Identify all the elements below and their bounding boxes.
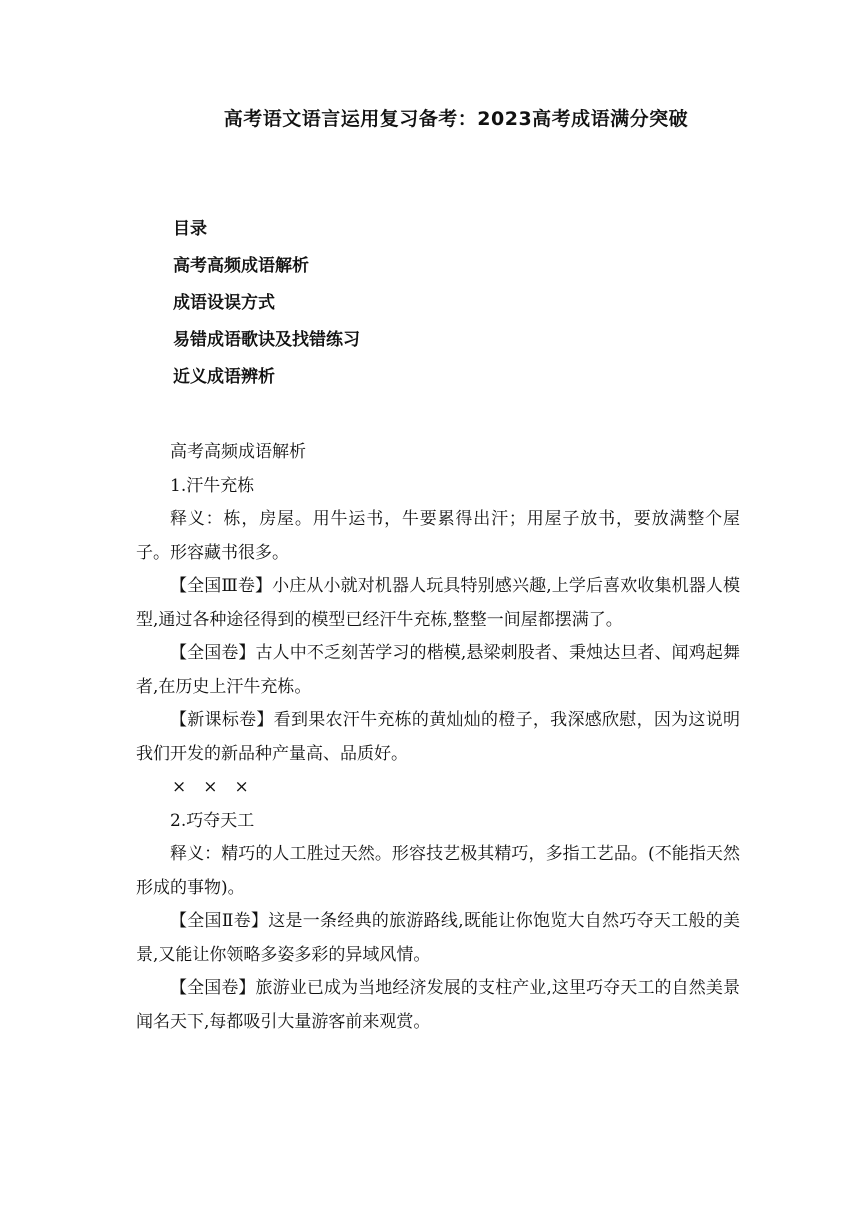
idiom-definition: 释义：精巧的人工胜过天然。形容技艺极其精巧，多指工艺品。(不能指天然形成的事物)。 (136, 844, 740, 898)
toc-item-synonym-analysis[interactable]: 近义成语辨析 (173, 367, 275, 387)
toc-item-error-types[interactable]: 成语设误方式 (173, 293, 275, 313)
exam-example: 【全国Ⅲ卷】小庄从小就对机器人玩具特别感兴趣,上学后喜欢收集机器人模型,通过各种途径得到的模型已经汗牛充栋,整整一间屋都摆满了。 (136, 576, 740, 630)
document-title: 高考语文语言运用复习备考：2023高考成语满分突破 (223, 108, 689, 130)
idiom-definition: 释义：栋，房屋。用牛运书，牛要累得出汗；用屋子放书，要放满整个屋子。形容藏书很多。 (136, 509, 740, 563)
idiom-heading: 1.汗牛充栋 (170, 475, 255, 496)
idiom-heading: 2.巧夺天工 (170, 810, 255, 831)
toc-item-high-frequency-idioms[interactable]: 高考高频成语解析 (173, 256, 309, 276)
table-of-contents (173, 216, 360, 401)
exam-example: 【新课标卷】看到果农汗牛充栋的黄灿灿的橙子，我深感欣慰，因为这说明我们开发的新品种产量高、品质好。 (136, 710, 740, 764)
document-body (136, 436, 740, 1039)
exam-example: 【全国卷】旅游业已成为当地经济发展的支柱产业,这里巧夺天工的自然美景闻名天下,每都吸引大量游客前来观赏。 (136, 978, 740, 1032)
toc-heading[interactable]: 目录 (173, 219, 207, 239)
wrong-marks: × × × (172, 777, 249, 797)
section-heading: 高考高频成语解析 (170, 442, 306, 462)
exam-example: 【全国Ⅱ卷】这是一条经典的旅游路线,既能让你饱览大自然巧夺天工般的美景,又能让你领略多姿多彩的异域风情。 (136, 911, 740, 965)
exam-example: 【全国卷】古人中不乏刻苦学习的楷模,悬梁刺股者、秉烛达旦者、闻鸡起舞者,在历史上汗牛充栋。 (136, 643, 740, 697)
toc-item-mnemonics-practice[interactable]: 易错成语歌诀及找错练习 (173, 330, 360, 350)
